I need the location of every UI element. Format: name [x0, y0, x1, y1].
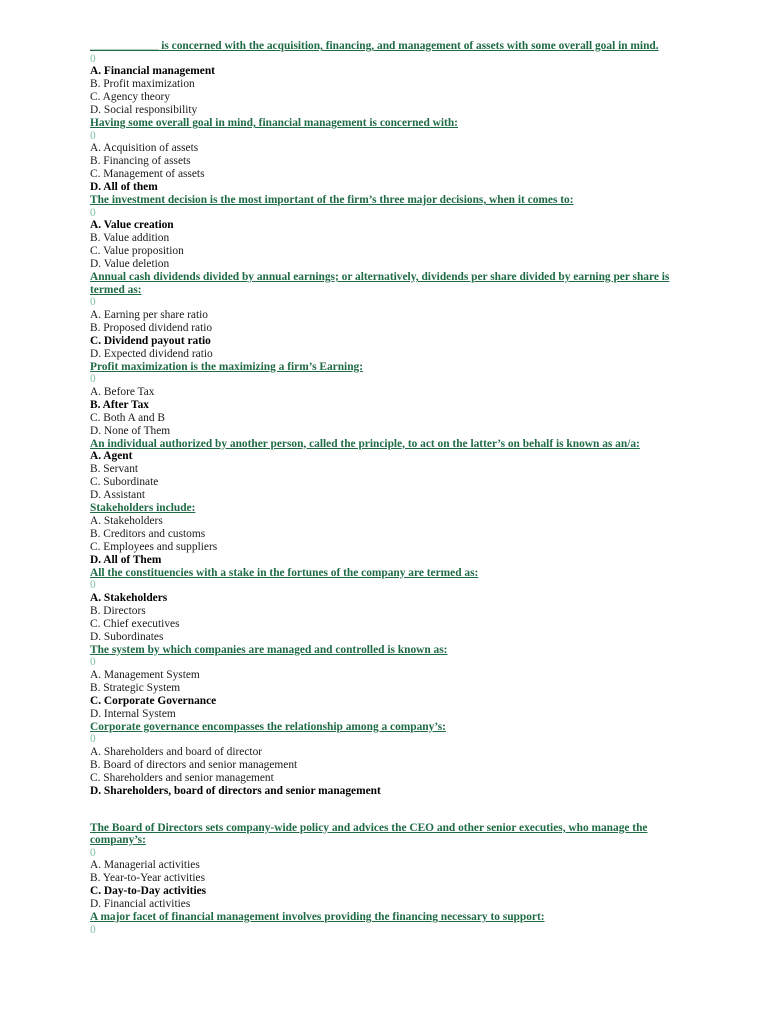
answer-option: D. None of Them — [90, 424, 171, 437]
answer-option: B. Creditors and customs — [90, 527, 206, 540]
answer-option: C. Shareholders and senior management — [90, 771, 274, 784]
question-text: The Board of Directors sets company-wide policy and advices the CEO and other senior executies, who manage the company’s: — [90, 821, 648, 846]
question-text: The system by which companies are managed and controlled is known as: — [90, 643, 448, 656]
answer-option: C. Employees and suppliers — [90, 540, 218, 553]
correct-option: C. Day-to-Day activities — [90, 885, 207, 897]
answer-option: A. Managerial activities — [90, 859, 200, 871]
answer-marker: 0 — [90, 296, 96, 308]
question-text: Stakeholders include: — [90, 502, 196, 514]
correct-option: D. All of them — [90, 181, 158, 193]
answer-option: A. Earning per share ratio — [90, 308, 208, 321]
answer-marker: 0 — [90, 579, 96, 591]
answer-option: A. Shareholders and board of director — [90, 745, 263, 758]
answer-marker: 0 — [90, 206, 96, 219]
answer-marker: 0 — [90, 733, 96, 745]
question-text: Profit maximization is the maximizing a firm’s Earning: — [90, 360, 364, 373]
correct-option: D. Shareholders, board of directors and senior management — [90, 784, 381, 797]
answer-option: C. Agency theory — [90, 91, 171, 103]
question-text: The investment decision is the most important of the firm’s three major decisions, when it comes to: — [90, 194, 574, 206]
answer-option: B. Directors — [90, 604, 146, 617]
answer-option: D. Financial activities — [90, 898, 191, 910]
correct-option: C. Corporate Governance — [90, 694, 217, 707]
question-block — [90, 271, 678, 361]
question-block — [90, 117, 678, 194]
correct-option: A. Agent — [90, 450, 133, 462]
question-text: An individual authorized by another person, called the principle, to act on the latter’s on behalf is known as an/a: — [90, 437, 640, 450]
question-block — [90, 502, 678, 567]
answer-marker: 0 — [90, 923, 96, 936]
answer-marker: 0 — [90, 129, 96, 142]
answer-option: A. Stakeholders — [90, 514, 163, 527]
answer-option: C. Value proposition — [90, 245, 184, 257]
answer-option: D. Value deletion — [90, 258, 170, 270]
answer-option: D. Social responsibility — [90, 104, 198, 116]
answer-option: A. Acquisition of assets — [90, 142, 199, 154]
answer-marker: 0 — [90, 846, 96, 859]
answer-option: B. Proposed dividend ratio — [90, 321, 213, 334]
question-text: All the constituencies with a stake in the fortunes of the company are termed as: — [90, 566, 479, 579]
answer-option: A. Management System — [90, 668, 200, 681]
question-text: A major facet of financial management involves providing the financing necessary to support: — [90, 911, 545, 923]
question-block — [90, 822, 678, 912]
answer-option: B. Strategic System — [90, 681, 181, 694]
answer-marker: 0 — [90, 656, 96, 668]
answer-option: B. Profit maximization — [90, 78, 195, 90]
question-text: Corporate governance encompasses the relationship among a company’s: — [90, 720, 446, 733]
answer-option: A. Before Tax — [90, 385, 155, 398]
question-text: ____________ is concerned with the acquisition, financing, and management of assets with some overall goal in mind. — [90, 40, 659, 52]
answer-option: B. Servant — [90, 463, 139, 475]
answer-option: B. Year-to-Year activities — [90, 872, 206, 884]
correct-option: C. Dividend payout ratio — [90, 334, 211, 347]
answer-marker: 0 — [90, 52, 96, 65]
answer-option: C. Management of assets — [90, 168, 205, 180]
question-block — [90, 911, 678, 936]
correct-option: A. Value creation — [90, 219, 174, 231]
answer-option: C. Both A and B — [90, 411, 166, 424]
answer-option: D. Expected dividend ratio — [90, 347, 213, 360]
answer-option: D. Subordinates — [90, 630, 164, 643]
correct-option: A. Stakeholders — [90, 591, 168, 604]
question-block — [90, 40, 678, 117]
correct-option: B. After Tax — [90, 398, 149, 411]
answer-option: C. Chief executives — [90, 617, 180, 630]
question-block — [90, 438, 678, 503]
question-text: Annual cash dividends divided by annual earnings; or alternatively, dividends per share divided by earning per share is termed as: — [90, 271, 670, 296]
section-gap — [90, 798, 678, 822]
question-block — [90, 361, 678, 438]
answer-option: B. Value addition — [90, 232, 170, 244]
question-block — [90, 644, 678, 721]
answer-option: B. Board of directors and senior management — [90, 758, 298, 771]
answer-option: B. Financing of assets — [90, 155, 191, 167]
correct-option: A. Financial management — [90, 65, 215, 77]
answer-option: C. Subordinate — [90, 476, 159, 488]
answer-marker: 0 — [90, 373, 96, 385]
correct-option: D. All of Them — [90, 553, 162, 566]
answer-option: D. Assistant — [90, 489, 146, 501]
question-block — [90, 567, 678, 644]
answer-option: D. Internal System — [90, 707, 176, 720]
question-text: Having some overall goal in mind, financial management is concerned with: — [90, 117, 458, 129]
question-block — [90, 194, 678, 271]
question-block — [90, 721, 678, 798]
